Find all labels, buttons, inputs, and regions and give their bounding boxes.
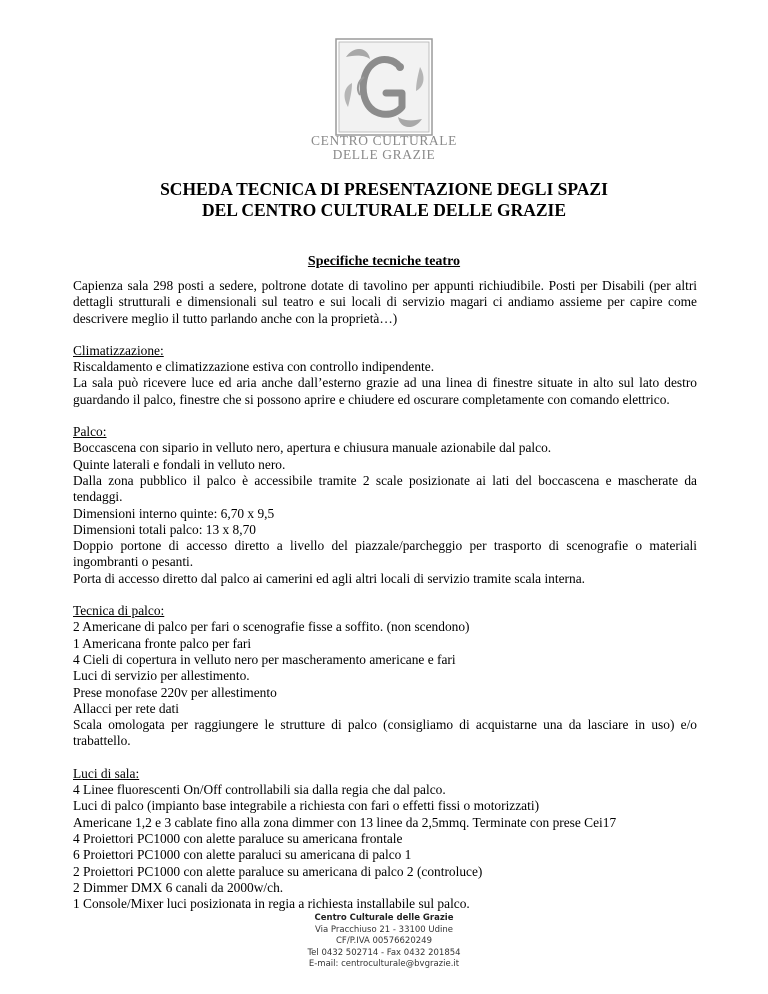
section-line: 1 Americana fronte palco per fari [73,635,252,651]
section-line: Scala omologata per raggiungere le strutture di palco (consigliamo di acquistarne una da lasciare in uso) e/o trabattello. [73,717,697,749]
page-footer [184,913,584,971]
section-line: 4 Linee fluorescenti On/Off controllabili sia dalla regia che dal palco. [73,782,446,798]
section-title: Climatizzazione: [73,342,164,358]
logo-line-1: CENTRO CULTURALE [311,133,457,148]
section-line: Boccascena con sipario in velluto nero, apertura e chiusura manuale azionabile dal palco. [73,440,552,456]
document-title [84,179,684,221]
footer-organization: Centro Culturale delle Grazie [314,913,454,923]
section-line: 6 Proiettori PC1000 con alette paraluci su americana di palco 1 [73,847,412,863]
footer-address: Via Pracchiuso 21 - 33100 Udine [314,924,454,935]
section-line: Quinte laterali e fondali in velluto nero. [73,456,286,472]
section-heading: Specifiche tecniche teatro [307,254,461,269]
section-line: 2 Proiettori PC1000 con alette paraluce su americana di palco 2 (controluce) [73,863,483,879]
section-line: Luci di palco (impianto base integrabile a richiesta con fari o effetti fissi o motorizzati) [73,798,540,814]
section-line: 4 Cieli di copertura in velluto nero per mascheramento americane e fari [73,651,456,667]
footer-vat: CF/P.IVA 00576620249 [336,936,432,946]
section-title: Luci di sala: [73,765,140,781]
title-line-2: DEL CENTRO CULTURALE DELLE GRAZIE [201,200,567,220]
section-line: 2 Americane di palco per fari o scenografie fisse a soffito. (non scendono) [73,619,470,635]
section-line: La sala può ricevere luce ed aria anche dall’esterno grazie ad una linea di finestre situate in alto sul lato destro guardando il palco, finestre che si possono aprire e chiudere ed oscurare completamente con comando elettrico. [73,375,697,407]
section-line: Americane 1,2 e 3 cablate fino alla zona dimmer con 13 linee da 2,5mmq. Terminate con prese Cei17 [73,814,617,830]
section-line: Prese monofase 220v per allestimento [73,684,277,700]
section-line: Doppio portone di accesso diretto a livello del piazzale/parcheggio per trasporto di scenografie o materiali ingombranti o pesanti. [73,538,697,570]
section-line: Luci di servizio per allestimento. [73,668,250,684]
section-luci-di-sala [73,766,697,913]
title-line-1: SCHEDA TECNICA DI PRESENTAZIONE DEGLI SPAZI [160,179,608,199]
footer-phone: Tel 0432 502714 - Fax 0432 201854 [307,947,461,958]
section-line: 1 Console/Mixer luci posizionata in regia a richiesta installabile sul palco. [73,896,470,912]
section-line: Porta di accesso diretto dal palco ai camerini ed agli altri locali di servizio tramite scala interna. [73,570,585,586]
logo-wordmark [284,134,484,162]
section-line: Dalla zona pubblico il palco è accessibile tramite 2 scale posizionate ai lati del boccascena e mascherate da tendaggi. [73,472,697,505]
section-climatizzazione [73,343,697,408]
section-line: Dimensioni totali palco: 13 x 8,70 [73,521,256,537]
section-palco [73,424,697,587]
section-line: 2 Dimmer DMX 6 canali da 2000w/ch. [73,879,284,895]
section-line: Allacci per rete dati [73,700,179,716]
section-line: 4 Proiettori PC1000 con alette paraluce su americana frontale [73,830,403,846]
intro-paragraph: Capienza sala 298 posti a sedere, poltrone dotate di tavolino per appunti richiudibile. Posti per Disabili (per altri dettagli strutturali e dimensionali sul teatro e sui locali di servizio magari ci andiamo assieme per capire come descrivere meglio il tutto parlando anche con la proprietà…) [73,278,697,326]
section-line: Dimensioni interno quinte: 6,70 x 9,5 [73,505,275,521]
section-title: Tecnica di palco: [73,603,165,619]
document-body [73,278,697,912]
logo-line-2: DELLE GRAZIE [332,147,436,162]
section-tecnica-di-palco [73,603,697,750]
logo-emblem [334,37,434,141]
section-line: Riscaldamento e climatizzazione estiva con controllo indipendente. [73,359,435,375]
footer-email: E-mail: centroculturale@bvgrazie.it [308,959,460,969]
section-title: Palco: [73,424,107,440]
